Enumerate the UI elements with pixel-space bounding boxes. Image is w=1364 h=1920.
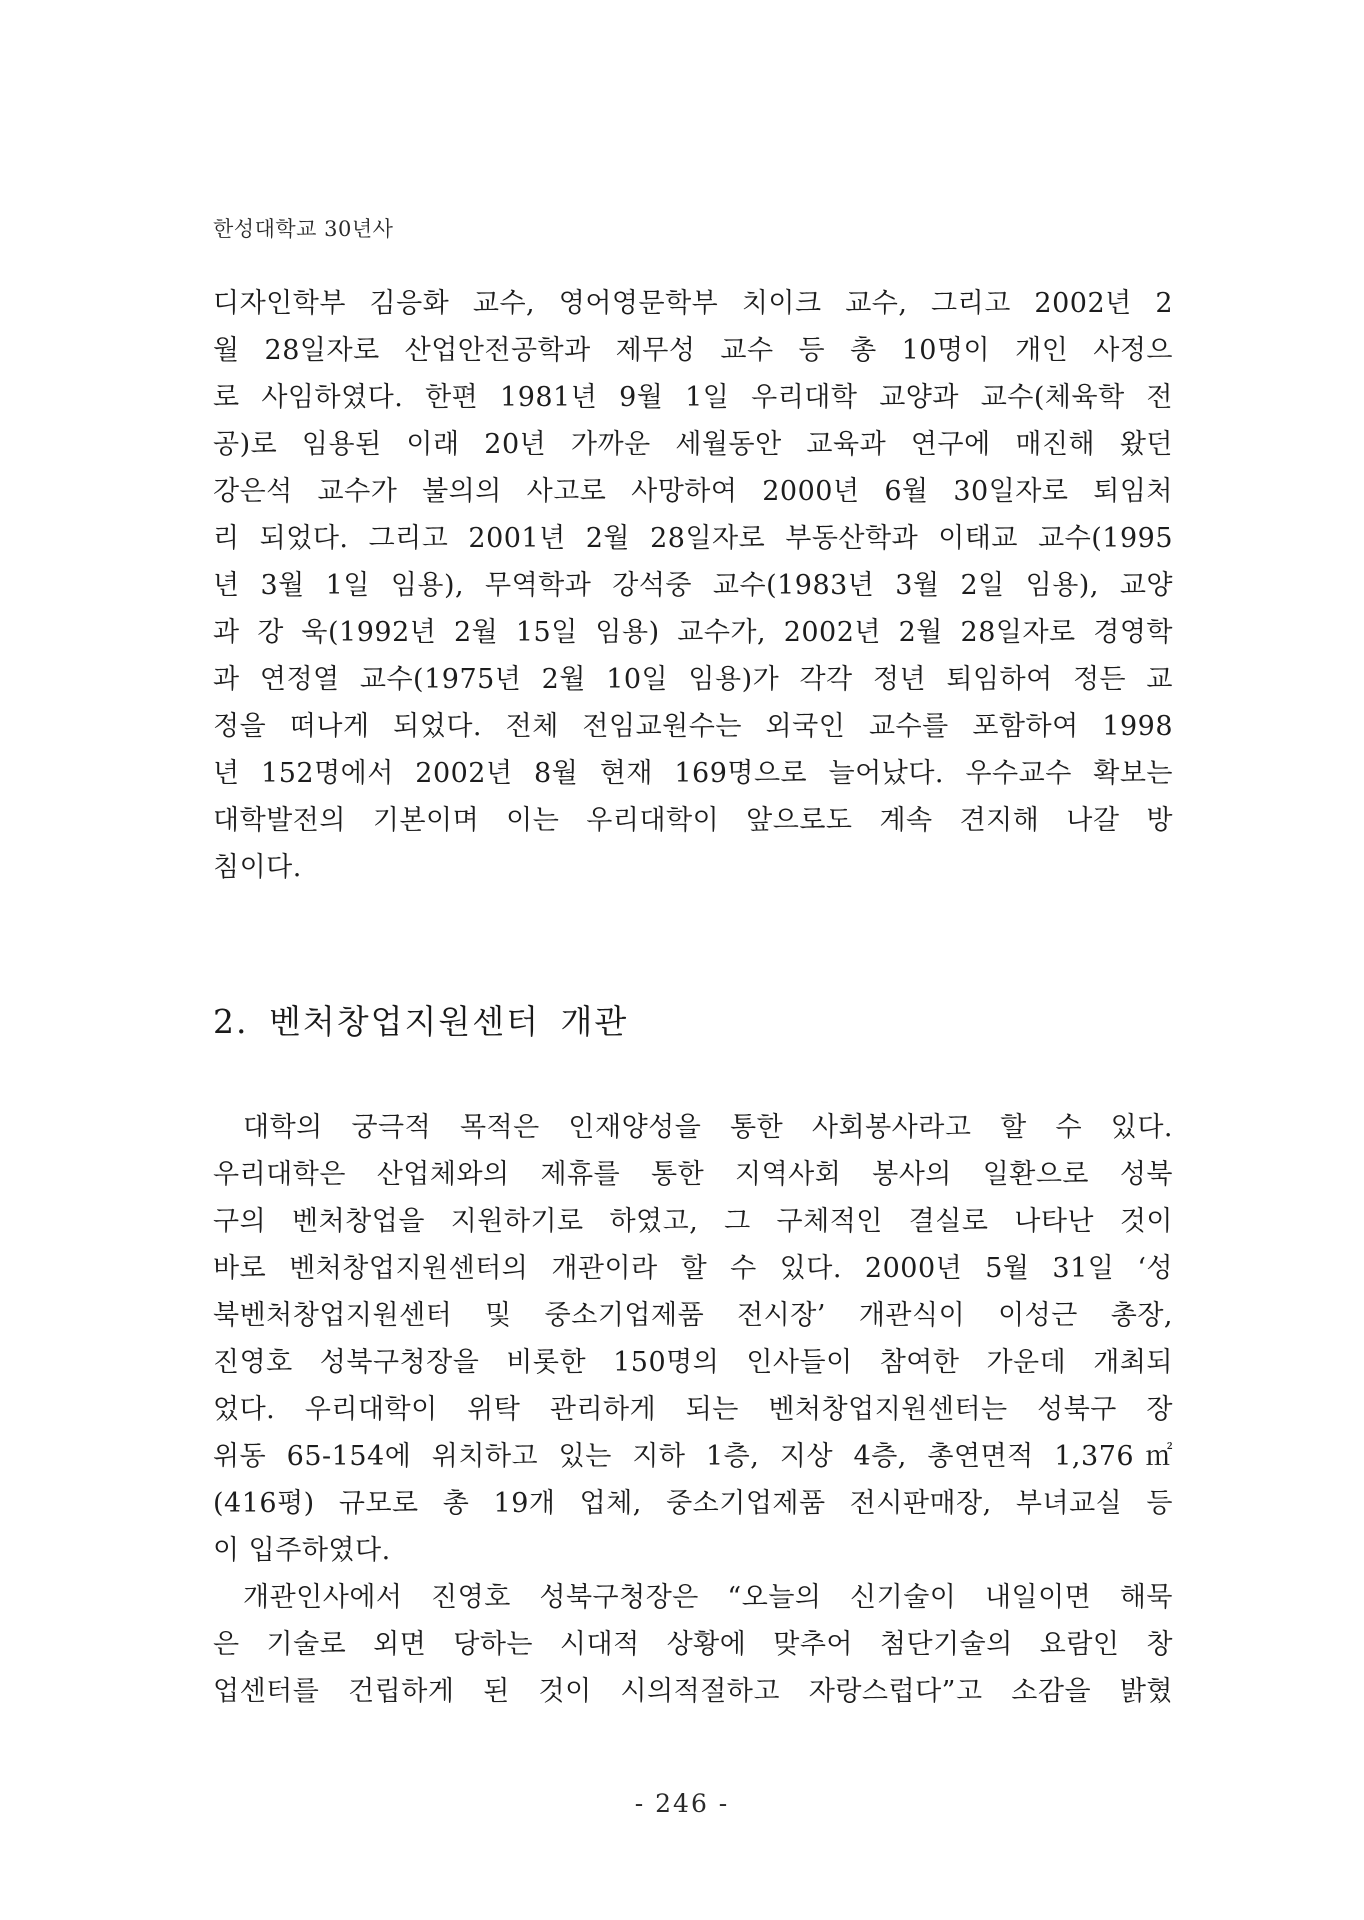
text-line: 바로 벤처창업지원센터의 개관이라 할 수 있다. 2000년 5월 31일 ‘성 bbox=[213, 1253, 1173, 1284]
text-line: (416평) 규모로 총 19개 업체, 중소기업제품 전시판매장, 부녀교실 등 bbox=[213, 1488, 1173, 1519]
paragraph bbox=[213, 1574, 1173, 1715]
text-line: 북벤처창업지원센터 및 중소기업제품 전시장’ 개관식이 이성근 총장, bbox=[213, 1300, 1173, 1331]
paragraph bbox=[213, 1104, 1173, 1574]
text-line: 과 연정열 교수(1975년 2월 10일 임용)가 각각 정년 퇴임하여 정든 교 bbox=[213, 664, 1173, 695]
intro-paragraph bbox=[213, 280, 1173, 891]
text-line: 과 강 욱(1992년 2월 15일 임용) 교수가, 2002년 2월 28일자로 경영학 bbox=[213, 617, 1173, 648]
page-number: - 246 - bbox=[634, 1789, 730, 1818]
section-body bbox=[213, 1104, 1173, 1715]
text-line: 구의 벤처창업을 지원하기로 하였고, 그 구체적인 결실로 나타난 것이 bbox=[213, 1206, 1173, 1237]
text-line: 강은석 교수가 불의의 사고로 사망하여 2000년 6월 30일자로 퇴임처 bbox=[213, 476, 1173, 507]
text-line: 이 입주하였다. bbox=[213, 1535, 391, 1566]
text-line: 리 되었다. 그리고 2001년 2월 28일자로 부동산학과 이태교 교수(1995 bbox=[213, 523, 1173, 554]
text-line: 대학발전의 기본이며 이는 우리대학이 앞으로도 계속 견지해 나갈 방 bbox=[213, 805, 1173, 836]
text-line: 진영호 성북구청장을 비롯한 150명의 인사들이 참여한 가운데 개최되 bbox=[213, 1347, 1173, 1378]
text-line: 침이다. bbox=[213, 852, 302, 883]
text-line: 월 28일자로 산업안전공학과 제무성 교수 등 총 10명이 개인 사정으 bbox=[213, 335, 1173, 366]
text-line: 로 사임하였다. 한편 1981년 9월 1일 우리대학 교양과 교수(체육학 전 bbox=[213, 382, 1173, 413]
text-line: 년 152명에서 2002년 8월 현재 169명으로 늘어났다. 우수교수 확보는 bbox=[213, 758, 1173, 789]
text-line: 위동 65-154에 위치하고 있는 지하 1층, 지상 4층, 총연면적 1,376㎡ bbox=[213, 1441, 1173, 1472]
text-line: 개관인사에서 진영호 성북구청장은 “오늘의 신기술이 내일이면 해묵 bbox=[243, 1582, 1173, 1613]
text-line: 었다. 우리대학이 위탁 관리하게 되는 벤처창업지원센터는 성북구 장 bbox=[213, 1394, 1173, 1425]
text-line: 공)로 임용된 이래 20년 가까운 세월동안 교육과 연구에 매진해 왔던 bbox=[213, 429, 1173, 460]
text-line: 디자인학부 김응화 교수, 영어영문학부 치이크 교수, 그리고 2002년 2 bbox=[213, 288, 1173, 319]
text-line: 업센터를 건립하게 된 것이 시의적절하고 자랑스럽다”고 소감을 밝혔 bbox=[213, 1676, 1173, 1707]
text-line: 은 기술로 외면 당하는 시대적 상황에 맞추어 첨단기술의 요람인 창 bbox=[213, 1629, 1173, 1660]
text-line: 년 3월 1일 임용), 무역학과 강석중 교수(1983년 3월 2일 임용), 교양 bbox=[213, 570, 1173, 601]
text-line: 우리대학은 산업체와의 제휴를 통한 지역사회 봉사의 일환으로 성북 bbox=[213, 1159, 1173, 1190]
section-heading: 2. 벤처창업지원센터 개관 bbox=[213, 1002, 629, 1041]
running-header: 한성대학교 30년사 bbox=[213, 217, 394, 241]
text-line: 정을 떠나게 되었다. 전체 전임교원수는 외국인 교수를 포함하여 1998 bbox=[213, 711, 1173, 742]
text-line: 대학의 궁극적 목적은 인재양성을 통한 사회봉사라고 할 수 있다. bbox=[243, 1112, 1173, 1143]
